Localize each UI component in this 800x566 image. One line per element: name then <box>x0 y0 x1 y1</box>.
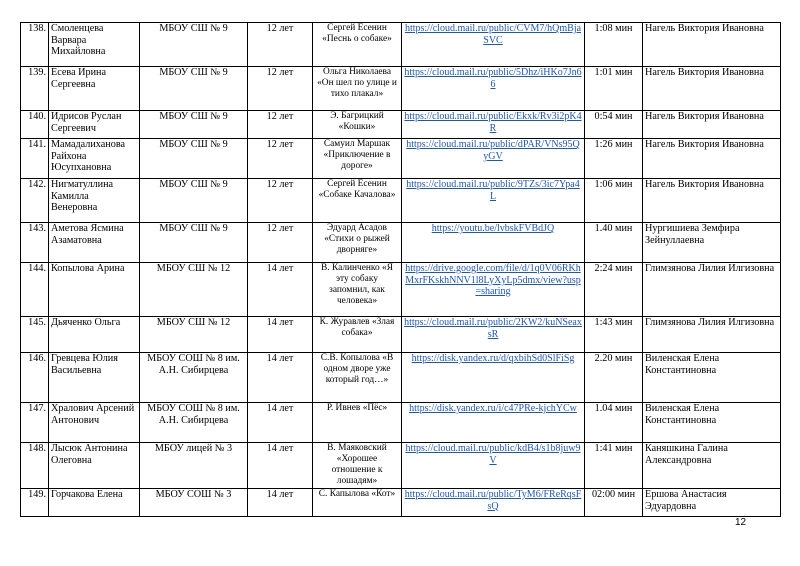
participant-name-cell: Есева Ирина Сергеевна <box>49 67 140 111</box>
work-title-cell: Самуил Маршак «Приключение в дороге» <box>313 139 402 179</box>
participant-name-cell: Аметова Ясмина Азаматовна <box>49 223 140 263</box>
video-link[interactable]: https://disk.yandex.ru/i/c47PRe-kjchYCw <box>409 403 577 414</box>
table-row <box>21 263 781 317</box>
row-number-cell: 144. <box>21 263 49 317</box>
video-link-cell <box>402 23 585 67</box>
participant-age-cell: 12 лет <box>248 23 313 67</box>
work-title-cell: Сергей Есенин «Собаке Качалова» <box>313 179 402 223</box>
participant-age-cell: 14 лет <box>248 263 313 317</box>
duration-cell: 2:24 мин <box>585 263 643 317</box>
teacher-name-cell: Нагель Виктория Ивановна <box>643 111 781 139</box>
duration-cell: 1:08 мин <box>585 23 643 67</box>
page-number: 12 <box>735 517 747 528</box>
school-name-cell: МБОУ СШ № 9 <box>140 111 248 139</box>
video-link-cell <box>402 443 585 489</box>
teacher-name-cell: Глимзянова Лилия Илгизовна <box>643 263 781 317</box>
video-link[interactable]: https://cloud.mail.ru/public/dPAR/VNs95QyGV <box>406 139 580 162</box>
video-link[interactable]: https://disk.yandex.ru/d/qxbihSd0SlFiSg <box>411 353 575 364</box>
video-link[interactable]: https://drive.google.com/file/d/1q0V06RKhMxrFKskhNNV1l8LyXyLp5dmx/view?usp=sharing <box>405 263 581 298</box>
participant-age-cell: 12 лет <box>248 111 313 139</box>
table-row <box>21 317 781 353</box>
school-name-cell: МБОУ лицей № 3 <box>140 443 248 489</box>
participants-table <box>20 22 781 517</box>
teacher-name-cell: Виленская Елена Константиновна <box>643 403 781 443</box>
participant-name-cell: Хралович Арсений Антонович <box>49 403 140 443</box>
table-row <box>21 139 781 179</box>
school-name-cell: МБОУ СШ № 9 <box>140 223 248 263</box>
work-title-cell: С.В. Копылова «В одном дворе уже который год…» <box>313 353 402 403</box>
video-link-cell <box>402 353 585 403</box>
video-link-cell <box>402 489 585 517</box>
row-number-cell: 139. <box>21 67 49 111</box>
teacher-name-cell: Нагель Виктория Ивановна <box>643 179 781 223</box>
participant-age-cell: 12 лет <box>248 67 313 111</box>
duration-cell: 1:41 мин <box>585 443 643 489</box>
duration-cell: 1:26 мин <box>585 139 643 179</box>
video-link[interactable]: https://cloud.mail.ru/public/2KW2/kuNSeaxsR <box>404 317 582 340</box>
teacher-name-cell: Нагель Виктория Ивановна <box>643 23 781 67</box>
table-row <box>21 443 781 489</box>
table-row <box>21 353 781 403</box>
row-number-cell: 148. <box>21 443 49 489</box>
duration-cell: 1.40 мин <box>585 223 643 263</box>
row-number-cell: 145. <box>21 317 49 353</box>
teacher-name-cell: Нагель Виктория Ивановна <box>643 67 781 111</box>
teacher-name-cell: Нургишиева Земфира Зейнуллаевна <box>643 223 781 263</box>
video-link-cell <box>402 263 585 317</box>
video-link-cell <box>402 111 585 139</box>
participant-age-cell: 12 лет <box>248 223 313 263</box>
work-title-cell: Эдуард Асадов «Стихи о рыжей дворняге» <box>313 223 402 263</box>
school-name-cell: МБОУ СШ № 12 <box>140 317 248 353</box>
video-link-cell <box>402 317 585 353</box>
participant-age-cell: 14 лет <box>248 317 313 353</box>
teacher-name-cell: Ершова Анастасия Эдуардовна <box>643 489 781 517</box>
school-name-cell: МБОУ СШ № 9 <box>140 179 248 223</box>
table-row <box>21 23 781 67</box>
participant-name-cell: Мамадалиханова Райхона Юсупхановна <box>49 139 140 179</box>
participant-name-cell: Копылова Арина <box>49 263 140 317</box>
row-number-cell: 142. <box>21 179 49 223</box>
work-title-cell: В. Маяковский «Хорошее отношение к лошадям» <box>313 443 402 489</box>
video-link[interactable]: https://youtu.be/lvbskFVBdJQ <box>431 223 555 234</box>
duration-cell: 1.04 мин <box>585 403 643 443</box>
row-number-cell: 143. <box>21 223 49 263</box>
work-title-cell: Ольга Николаева «Он шел по улице и тихо плакал» <box>313 67 402 111</box>
participant-name-cell: Идрисов Руслан Сергеевич <box>49 111 140 139</box>
video-link[interactable]: https://cloud.mail.ru/public/CVM7/hQmBjaSVC <box>404 23 582 46</box>
row-number-cell: 146. <box>21 353 49 403</box>
school-name-cell: МБОУ СОШ № 8 им. А.Н. Сибирцева <box>140 353 248 403</box>
school-name-cell: МБОУ СШ № 9 <box>140 139 248 179</box>
video-link[interactable]: https://cloud.mail.ru/public/9TZs/3ic7Ypa4L <box>406 179 580 202</box>
duration-cell: 02:00 мин <box>585 489 643 517</box>
school-name-cell: МБОУ СШ № 12 <box>140 263 248 317</box>
video-link[interactable]: https://cloud.mail.ru/public/Ekxk/Rv3i2pK4R <box>404 111 582 134</box>
row-number-cell: 147. <box>21 403 49 443</box>
table-row <box>21 403 781 443</box>
teacher-name-cell: Каняшкина Галина Александровна <box>643 443 781 489</box>
table-row <box>21 179 781 223</box>
duration-cell: 1:06 мин <box>585 179 643 223</box>
school-name-cell: МБОУ СОШ № 3 <box>140 489 248 517</box>
duration-cell: 2.20 мин <box>585 353 643 403</box>
work-title-cell: Р. Ивнев «Пёс» <box>313 403 402 443</box>
row-number-cell: 149. <box>21 489 49 517</box>
participant-name-cell: Лысюк Антонина Олеговна <box>49 443 140 489</box>
video-link-cell <box>402 403 585 443</box>
work-title-cell: В. Калинченко «Я эту собаку запомнил, как человека» <box>313 263 402 317</box>
duration-cell: 0:54 мин <box>585 111 643 139</box>
participant-age-cell: 12 лет <box>248 179 313 223</box>
participant-age-cell: 14 лет <box>248 489 313 517</box>
video-link-cell <box>402 67 585 111</box>
video-link[interactable]: https://cloud.mail.ru/public/5Dhz/iHKo7Jn66 <box>404 67 582 90</box>
table-row <box>21 67 781 111</box>
table-body <box>21 23 781 517</box>
video-link[interactable]: https://cloud.mail.ru/public/kdB4/s1b8juw9V <box>405 443 581 466</box>
participant-age-cell: 14 лет <box>248 403 313 443</box>
row-number-cell: 141. <box>21 139 49 179</box>
participant-name-cell: Горчакова Елена <box>49 489 140 517</box>
duration-cell: 1:43 мин <box>585 317 643 353</box>
school-name-cell: МБОУ СОШ № 8 им. А.Н. Сибирцева <box>140 403 248 443</box>
school-name-cell: МБОУ СШ № 9 <box>140 67 248 111</box>
participant-age-cell: 12 лет <box>248 139 313 179</box>
work-title-cell: С. Капылова «Кот» <box>313 489 402 517</box>
work-title-cell: К. Журавлев «Злая собака» <box>313 317 402 353</box>
row-number-cell: 140. <box>21 111 49 139</box>
work-title-cell: Сергей Есенин «Песнь о собаке» <box>313 23 402 67</box>
participant-age-cell: 14 лет <box>248 443 313 489</box>
teacher-name-cell: Виленская Елена Константиновна <box>643 353 781 403</box>
row-number-cell: 138. <box>21 23 49 67</box>
duration-cell: 1:01 мин <box>585 67 643 111</box>
participant-name-cell: Дьяченко Ольга <box>49 317 140 353</box>
participant-name-cell: Смоленцева Варвара Михайловна <box>49 23 140 67</box>
video-link[interactable]: https://cloud.mail.ru/public/TyM6/FReRqsFsQ <box>404 489 582 512</box>
table-row <box>21 111 781 139</box>
work-title-cell: Э. Багрицкий «Кошки» <box>313 111 402 139</box>
teacher-name-cell: Нагель Виктория Ивановна <box>643 139 781 179</box>
video-link-cell <box>402 179 585 223</box>
table-row <box>21 489 781 517</box>
participant-age-cell: 14 лет <box>248 353 313 403</box>
video-link-cell <box>402 139 585 179</box>
teacher-name-cell: Глимзянова Лилия Илгизовна <box>643 317 781 353</box>
video-link-cell <box>402 223 585 263</box>
school-name-cell: МБОУ СШ № 9 <box>140 23 248 67</box>
participant-name-cell: Гревцева Юлия Васильевна <box>49 353 140 403</box>
participant-name-cell: Нигматуллина Камилла Венеровна <box>49 179 140 223</box>
table-row <box>21 223 781 263</box>
